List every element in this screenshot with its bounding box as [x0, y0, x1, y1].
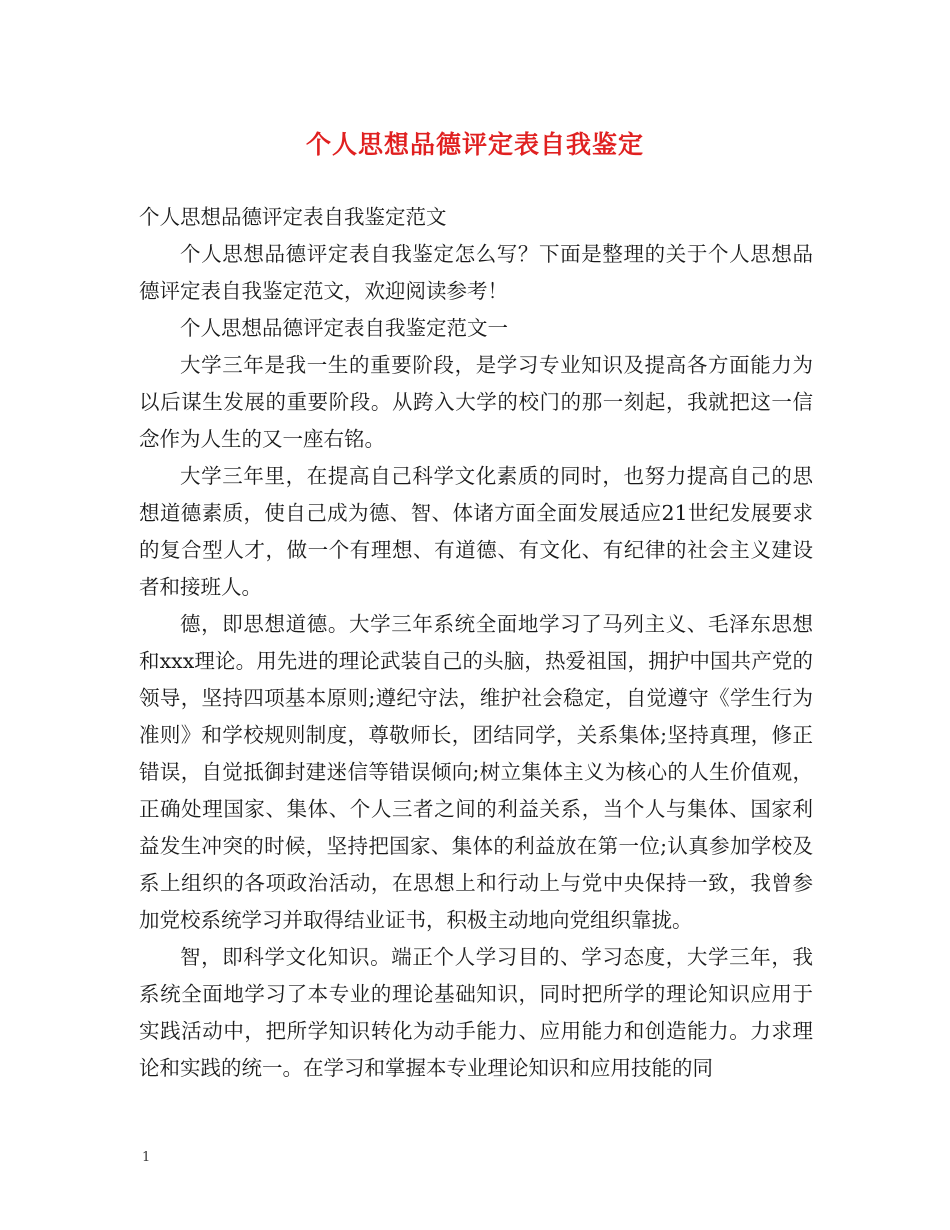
document-body: [139, 199, 813, 1087]
paragraph-body: 德，即思想道德。大学三年系统全面地学习了马列主义、毛泽东思想和xxx理论。用先进的理论武装自己的头脑，热爱祖国，拥护中国共产党的领导，坚持四项基本原则;遵纪守法，维护社会稳定，自觉遵守《学生行为准则》和学校规则制度，尊敬师长，团结同学，关系集体;坚持真理，修正错误，自觉抵御封建迷信等错误倾向;树立集体主义为核心的人生价值观，正确处理国家、集体、个人三者之间的利益关系，当个人与集体、国家利益发生冲突的时候，坚持把国家、集体的利益放在第一位;认真参加学校及系上组织的各项政治活动，在思想上和行动上与党中央保持一致，我曾参加党校系统学习并取得结业证书，积极主动地向党组织靠拢。: [139, 612, 813, 932]
paragraph-section-heading: 个人思想品德评定表自我鉴定范文一: [180, 316, 508, 340]
paragraph-subtitle: 个人思想品德评定表自我鉴定范文: [139, 205, 447, 229]
page-number: 1: [142, 1150, 151, 1165]
paragraph-body: 大学三年是我一生的重要阶段，是学习专业知识及提高各方面能力为以后谋生发展的重要阶段。从跨入大学的校门的那一刻起，我就把这一信念作为人生的又一座右铭。: [139, 353, 813, 451]
paragraph-intro: 个人思想品德评定表自我鉴定怎么写？下面是整理的关于个人思想品德评定表自我鉴定范文，欢迎阅读参考！: [139, 242, 813, 303]
paragraph-body: 智，即科学文化知识。端正个人学习目的、学习态度，大学三年，我系统全面地学习了本专业的理论基础知识，同时把所学的理论知识应用于实践活动中，把所学知识转化为动手能力、应用能力和创造能力。力求理论和实践的统一。在学习和掌握本专业理论知识和应用技能的同: [139, 945, 813, 1080]
paragraph-body: 大学三年里，在提高自己科学文化素质的同时，也努力提高自己的思想道德素质，使自己成为德、智、体诸方面全面发展适应21世纪发展要求的复合型人才，做一个有理想、有道德、有文化、有纪律的社会主义建设者和接班人。: [139, 464, 813, 599]
document-title: 个人思想品德评定表自我鉴定: [305, 130, 644, 159]
